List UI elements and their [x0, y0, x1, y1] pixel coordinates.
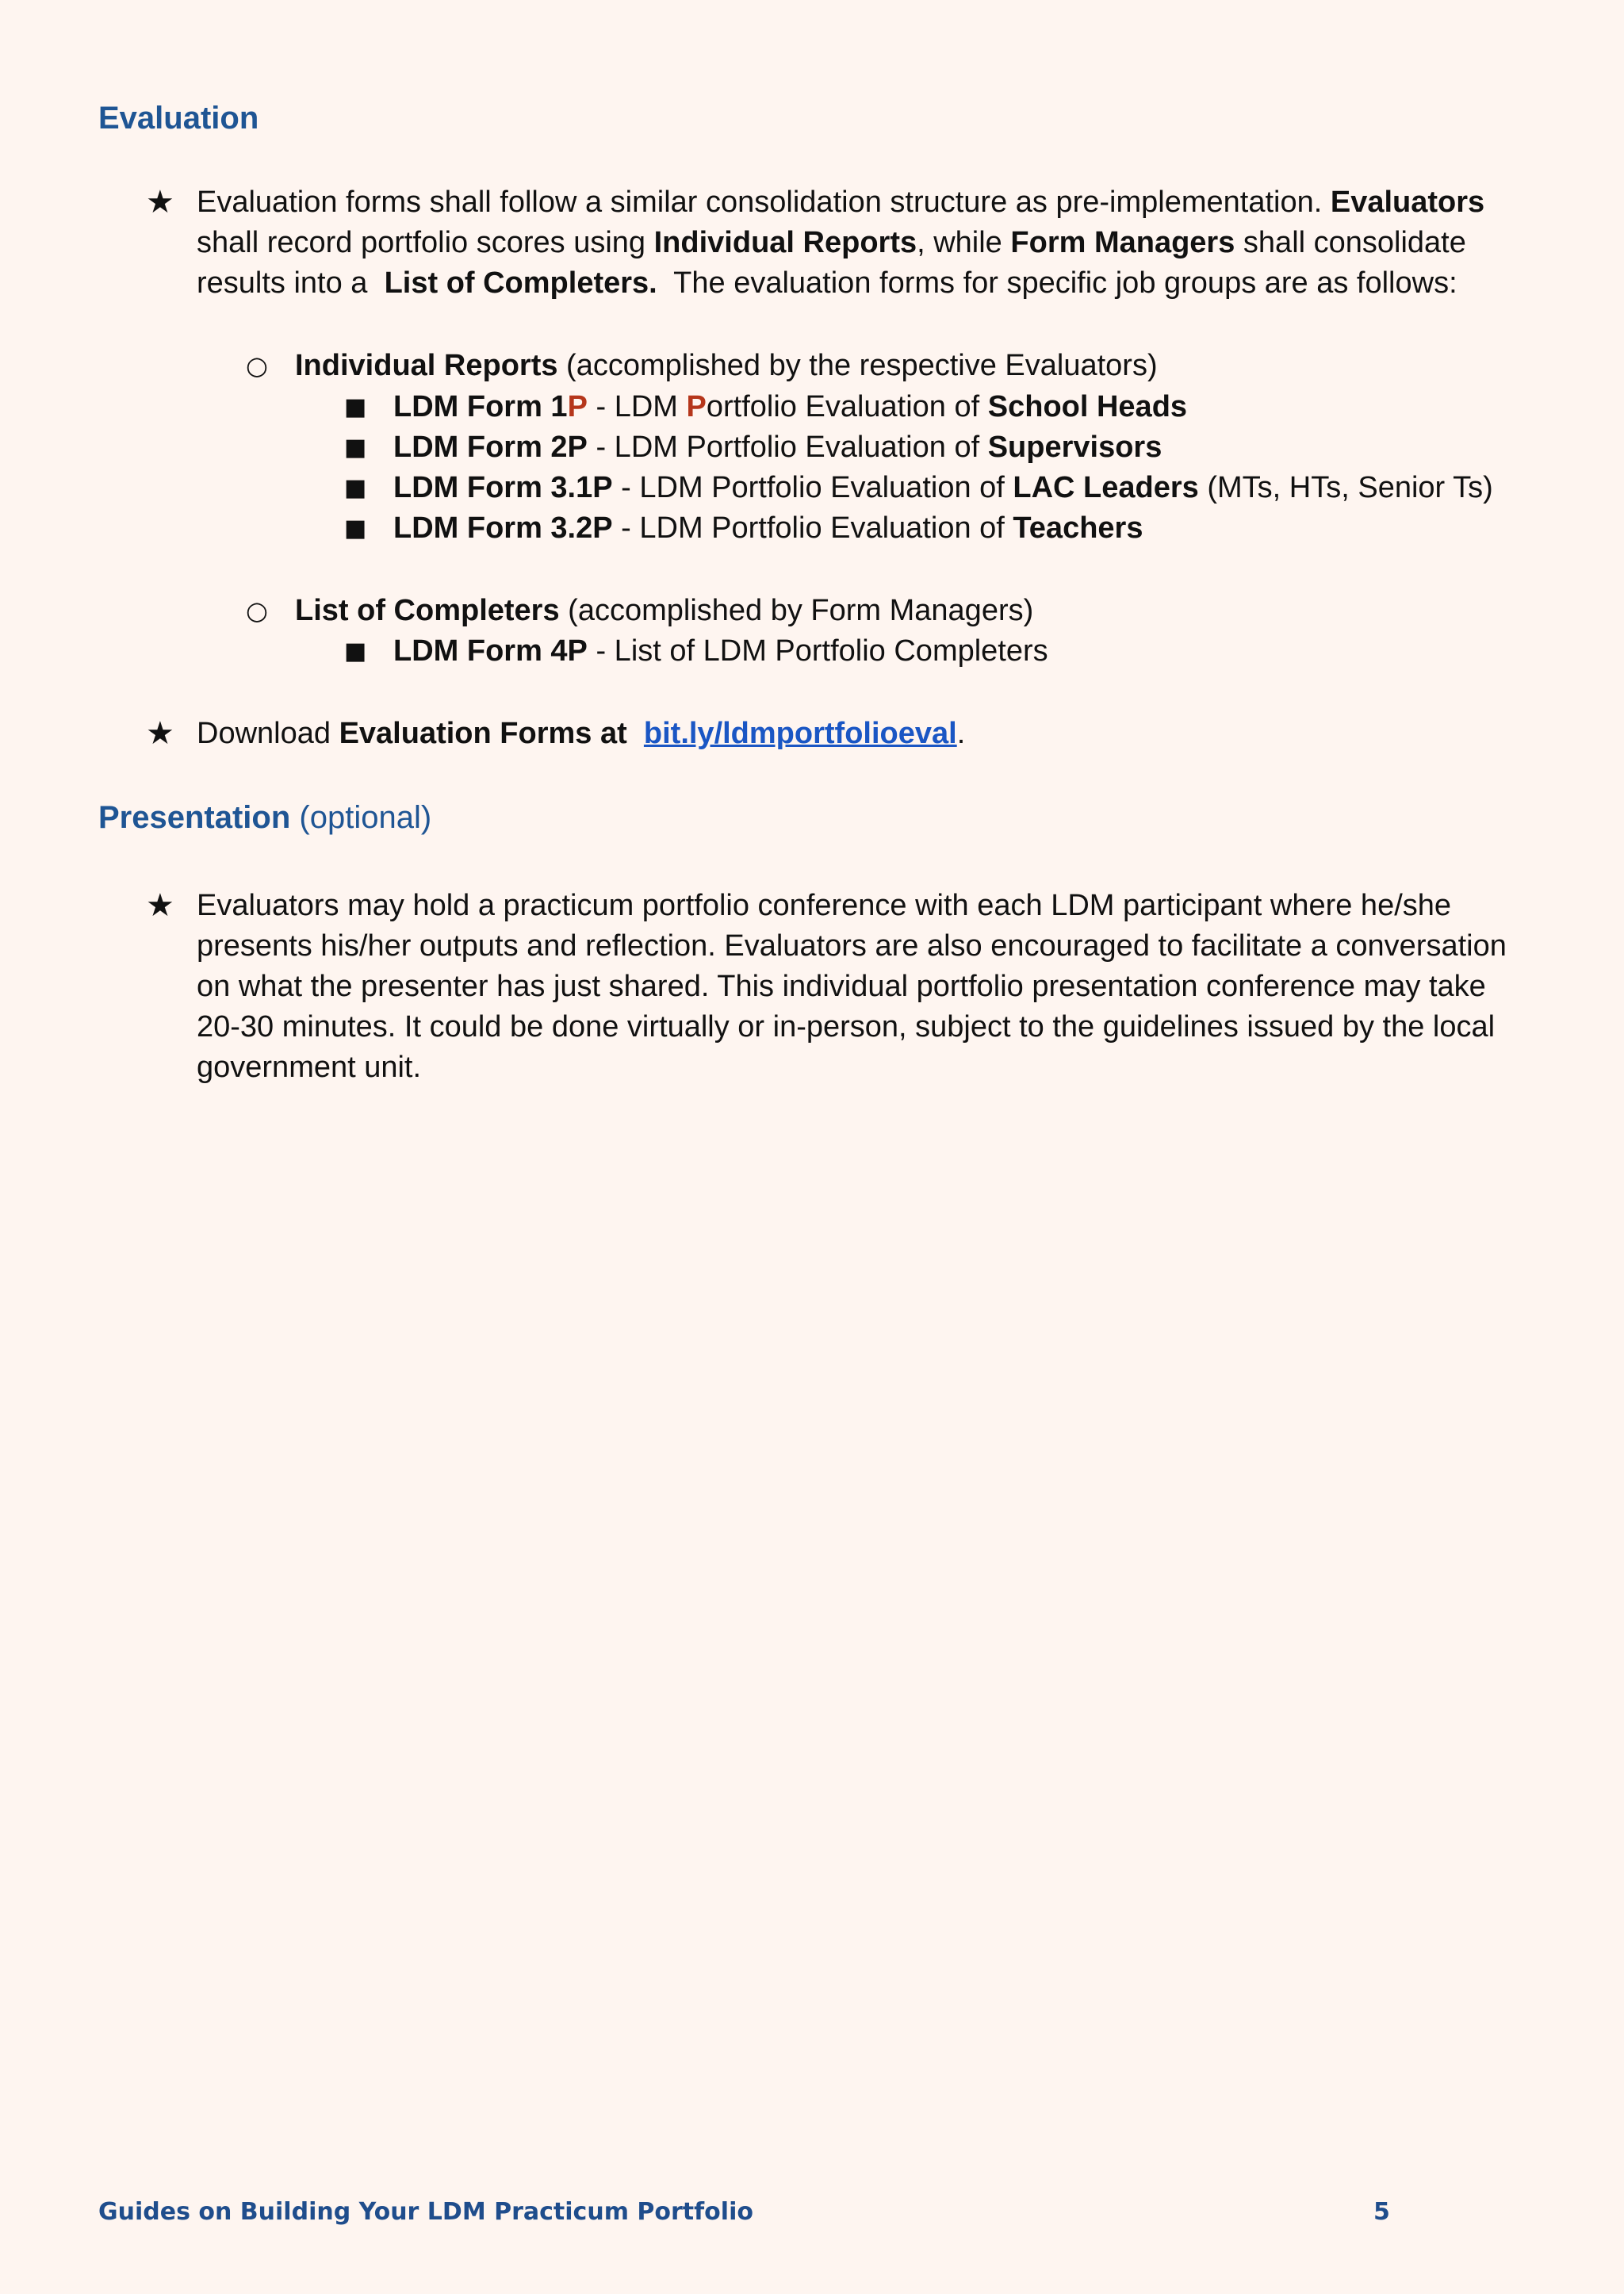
form-code: LDM Form 3.2P	[393, 511, 613, 545]
form-code: LDM Form 3.1P	[393, 471, 613, 504]
form-description: - LDM Portfolio Evaluation of	[621, 511, 1005, 545]
square-bullet-icon: ■	[344, 393, 367, 421]
form-item	[393, 468, 1493, 509]
footer-title: Guides on Building Your LDM Practicum Portfolio	[98, 2198, 753, 2226]
intro-text: shall record portfolio scores using	[197, 226, 646, 259]
intro-bold-evaluators: Evaluators	[1330, 186, 1485, 219]
intro-bold-individual-reports: Individual Reports	[653, 226, 917, 259]
star-bullet-icon: ★	[146, 715, 174, 752]
form-description: - LDM	[596, 390, 678, 423]
presentation-note: (optional)	[299, 800, 432, 835]
evaluation-heading: Evaluation	[98, 101, 259, 136]
form-item	[393, 631, 1048, 672]
download-line	[197, 714, 965, 755]
individual-reports-title: Individual Reports	[295, 349, 558, 382]
individual-reports-note: (accomplished by the respective Evaluators)	[566, 349, 1158, 382]
presentation-line: Evaluators may hold a practicum portfolio conference with each LDM participant where he/she	[197, 889, 1452, 922]
intro-text: Evaluation forms shall follow a similar consolidation structure as pre-implementation.	[197, 186, 1323, 219]
intro-bold-form-managers: Form Managers	[1010, 226, 1235, 259]
intro-line-3	[197, 263, 1457, 304]
star-bullet-icon: ★	[146, 184, 174, 220]
form-item	[393, 427, 1162, 469]
form-code: LDM Form 2P	[393, 431, 588, 464]
intro-text: shall consolidate	[1243, 226, 1466, 259]
presentation-heading	[98, 798, 431, 837]
individual-reports-heading	[295, 346, 1158, 387]
list-of-completers-note: (accomplished by Form Managers)	[568, 594, 1034, 627]
intro-bold-list-of-completers: List of Completers.	[384, 266, 657, 300]
form-code-highlight: P	[567, 390, 588, 423]
intro-line-1	[197, 182, 1484, 224]
form-item	[393, 508, 1143, 550]
circle-bullet-icon: ○	[246, 596, 268, 626]
intro-text: results into a	[197, 266, 368, 300]
intro-text: , while	[917, 226, 1002, 259]
intro-line-2	[197, 223, 1466, 264]
form-description: - LDM Portfolio Evaluation of	[621, 471, 1005, 504]
download-period: .	[956, 717, 966, 750]
square-bullet-icon: ■	[344, 434, 367, 461]
form-code: LDM Form 1	[393, 390, 568, 423]
star-bullet-icon: ★	[146, 887, 174, 924]
download-text: Download	[197, 717, 331, 750]
form-highlight-letter: P	[686, 390, 707, 423]
form-code: LDM Form 4P	[393, 634, 588, 668]
square-bullet-icon: ■	[344, 474, 367, 502]
form-description: - List of LDM Portfolio Completers	[596, 634, 1048, 668]
form-target: School Heads	[987, 390, 1188, 423]
evaluation-forms-link[interactable]: bit.ly/ldmportfolioeval	[643, 717, 957, 750]
form-target-note: (MTs, HTs, Senior Ts)	[1207, 471, 1493, 504]
square-bullet-icon: ■	[344, 638, 367, 665]
square-bullet-icon: ■	[344, 515, 367, 542]
presentation-line: 20-30 minutes. It could be done virtually or in-person, subject to the guidelines issued by the local	[197, 1010, 1496, 1044]
download-bold: Evaluation Forms at	[339, 717, 627, 750]
list-of-completers-title: List of Completers	[295, 594, 560, 627]
form-description: ortfolio Evaluation of	[706, 390, 980, 423]
intro-text: The evaluation forms for specific job groups are as follows:	[673, 266, 1457, 300]
page-number: 5	[1373, 2198, 1390, 2226]
circle-bullet-icon: ○	[246, 350, 268, 381]
presentation-title: Presentation	[98, 800, 291, 835]
form-target: Teachers	[1013, 511, 1143, 545]
form-description: - LDM Portfolio Evaluation of	[596, 431, 980, 464]
presentation-line: on what the presenter has just shared. This individual portfolio presentation conference may take	[197, 970, 1486, 1003]
form-item	[393, 387, 1187, 428]
presentation-line: presents his/her outputs and reflection. Evaluators are also encouraged to facilitate a conversation	[197, 929, 1507, 963]
presentation-line: government unit.	[197, 1051, 422, 1084]
form-target: Supervisors	[987, 431, 1162, 464]
list-of-completers-heading	[295, 591, 1033, 632]
form-target: LAC Leaders	[1013, 471, 1199, 504]
